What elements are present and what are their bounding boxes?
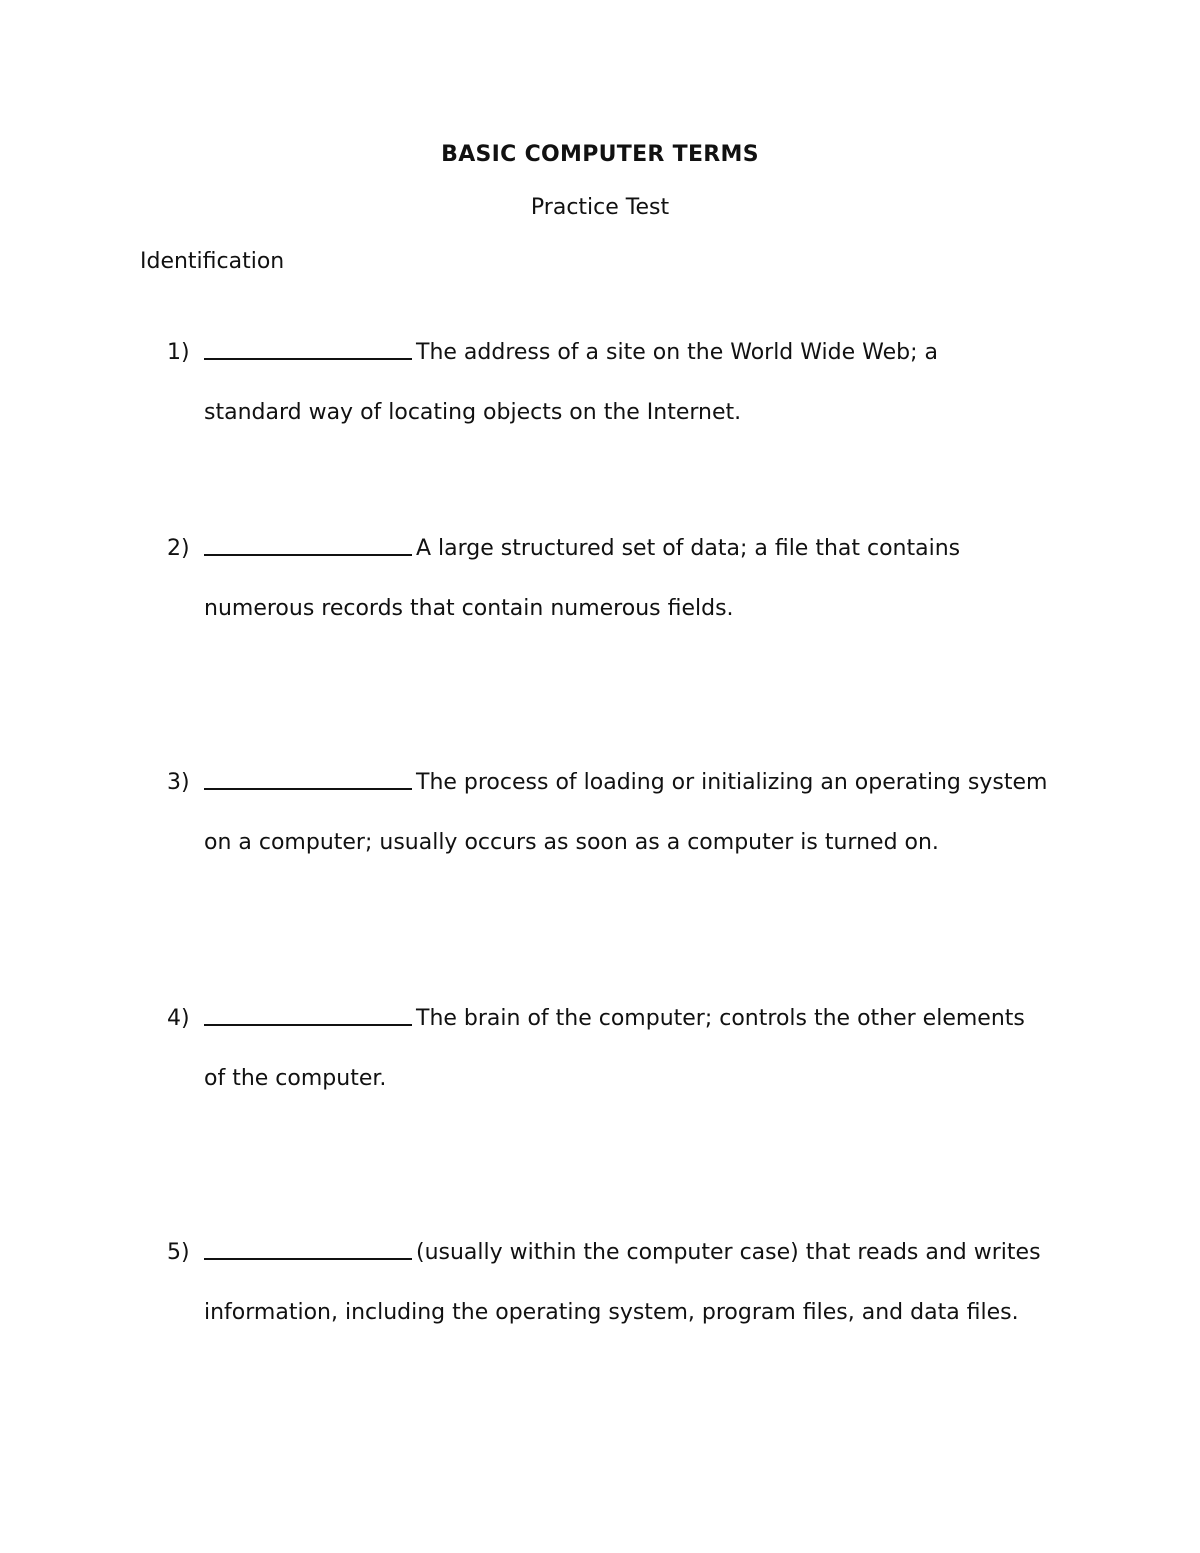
question-text-line2: standard way of locating objects on the Internet. <box>204 400 742 425</box>
answer-blank[interactable] <box>204 532 412 556</box>
page-title: BASIC COMPUTER TERMS <box>441 142 759 167</box>
question-number: 2) <box>167 536 190 561</box>
question-text-line1: The brain of the computer; controls the other elements <box>416 1006 1025 1031</box>
page-subtitle: Practice Test <box>530 195 670 220</box>
question-text-line1: (usually within the computer case) that reads and writes <box>416 1240 1041 1265</box>
question-text-line1: The process of loading or initializing an operating system <box>416 770 1048 795</box>
answer-blank[interactable] <box>204 1236 412 1260</box>
question-number: 4) <box>167 1006 190 1031</box>
question-line <box>167 1235 1041 1265</box>
question-line <box>167 335 938 365</box>
question-text-line2: of the computer. <box>204 1066 387 1091</box>
question-line <box>167 1001 1025 1031</box>
question-number: 3) <box>167 770 190 795</box>
answer-blank[interactable] <box>204 1002 412 1026</box>
question-text-line2: on a computer; usually occurs as soon as a computer is turned on. <box>204 830 939 855</box>
question-line <box>167 531 960 561</box>
question-text-line2: numerous records that contain numerous fields. <box>204 596 734 621</box>
question-text-line1: The address of a site on the World Wide Web; a <box>416 340 938 365</box>
question-number: 1) <box>167 340 190 365</box>
question-text-line1: A large structured set of data; a file that contains <box>416 536 961 561</box>
question-text-line2: information, including the operating system, program files, and data files. <box>204 1300 1019 1325</box>
answer-blank[interactable] <box>204 766 412 790</box>
question-line <box>167 765 1047 795</box>
answer-blank[interactable] <box>204 336 412 360</box>
question-number: 5) <box>167 1240 190 1265</box>
section-label: Identification <box>140 249 285 274</box>
